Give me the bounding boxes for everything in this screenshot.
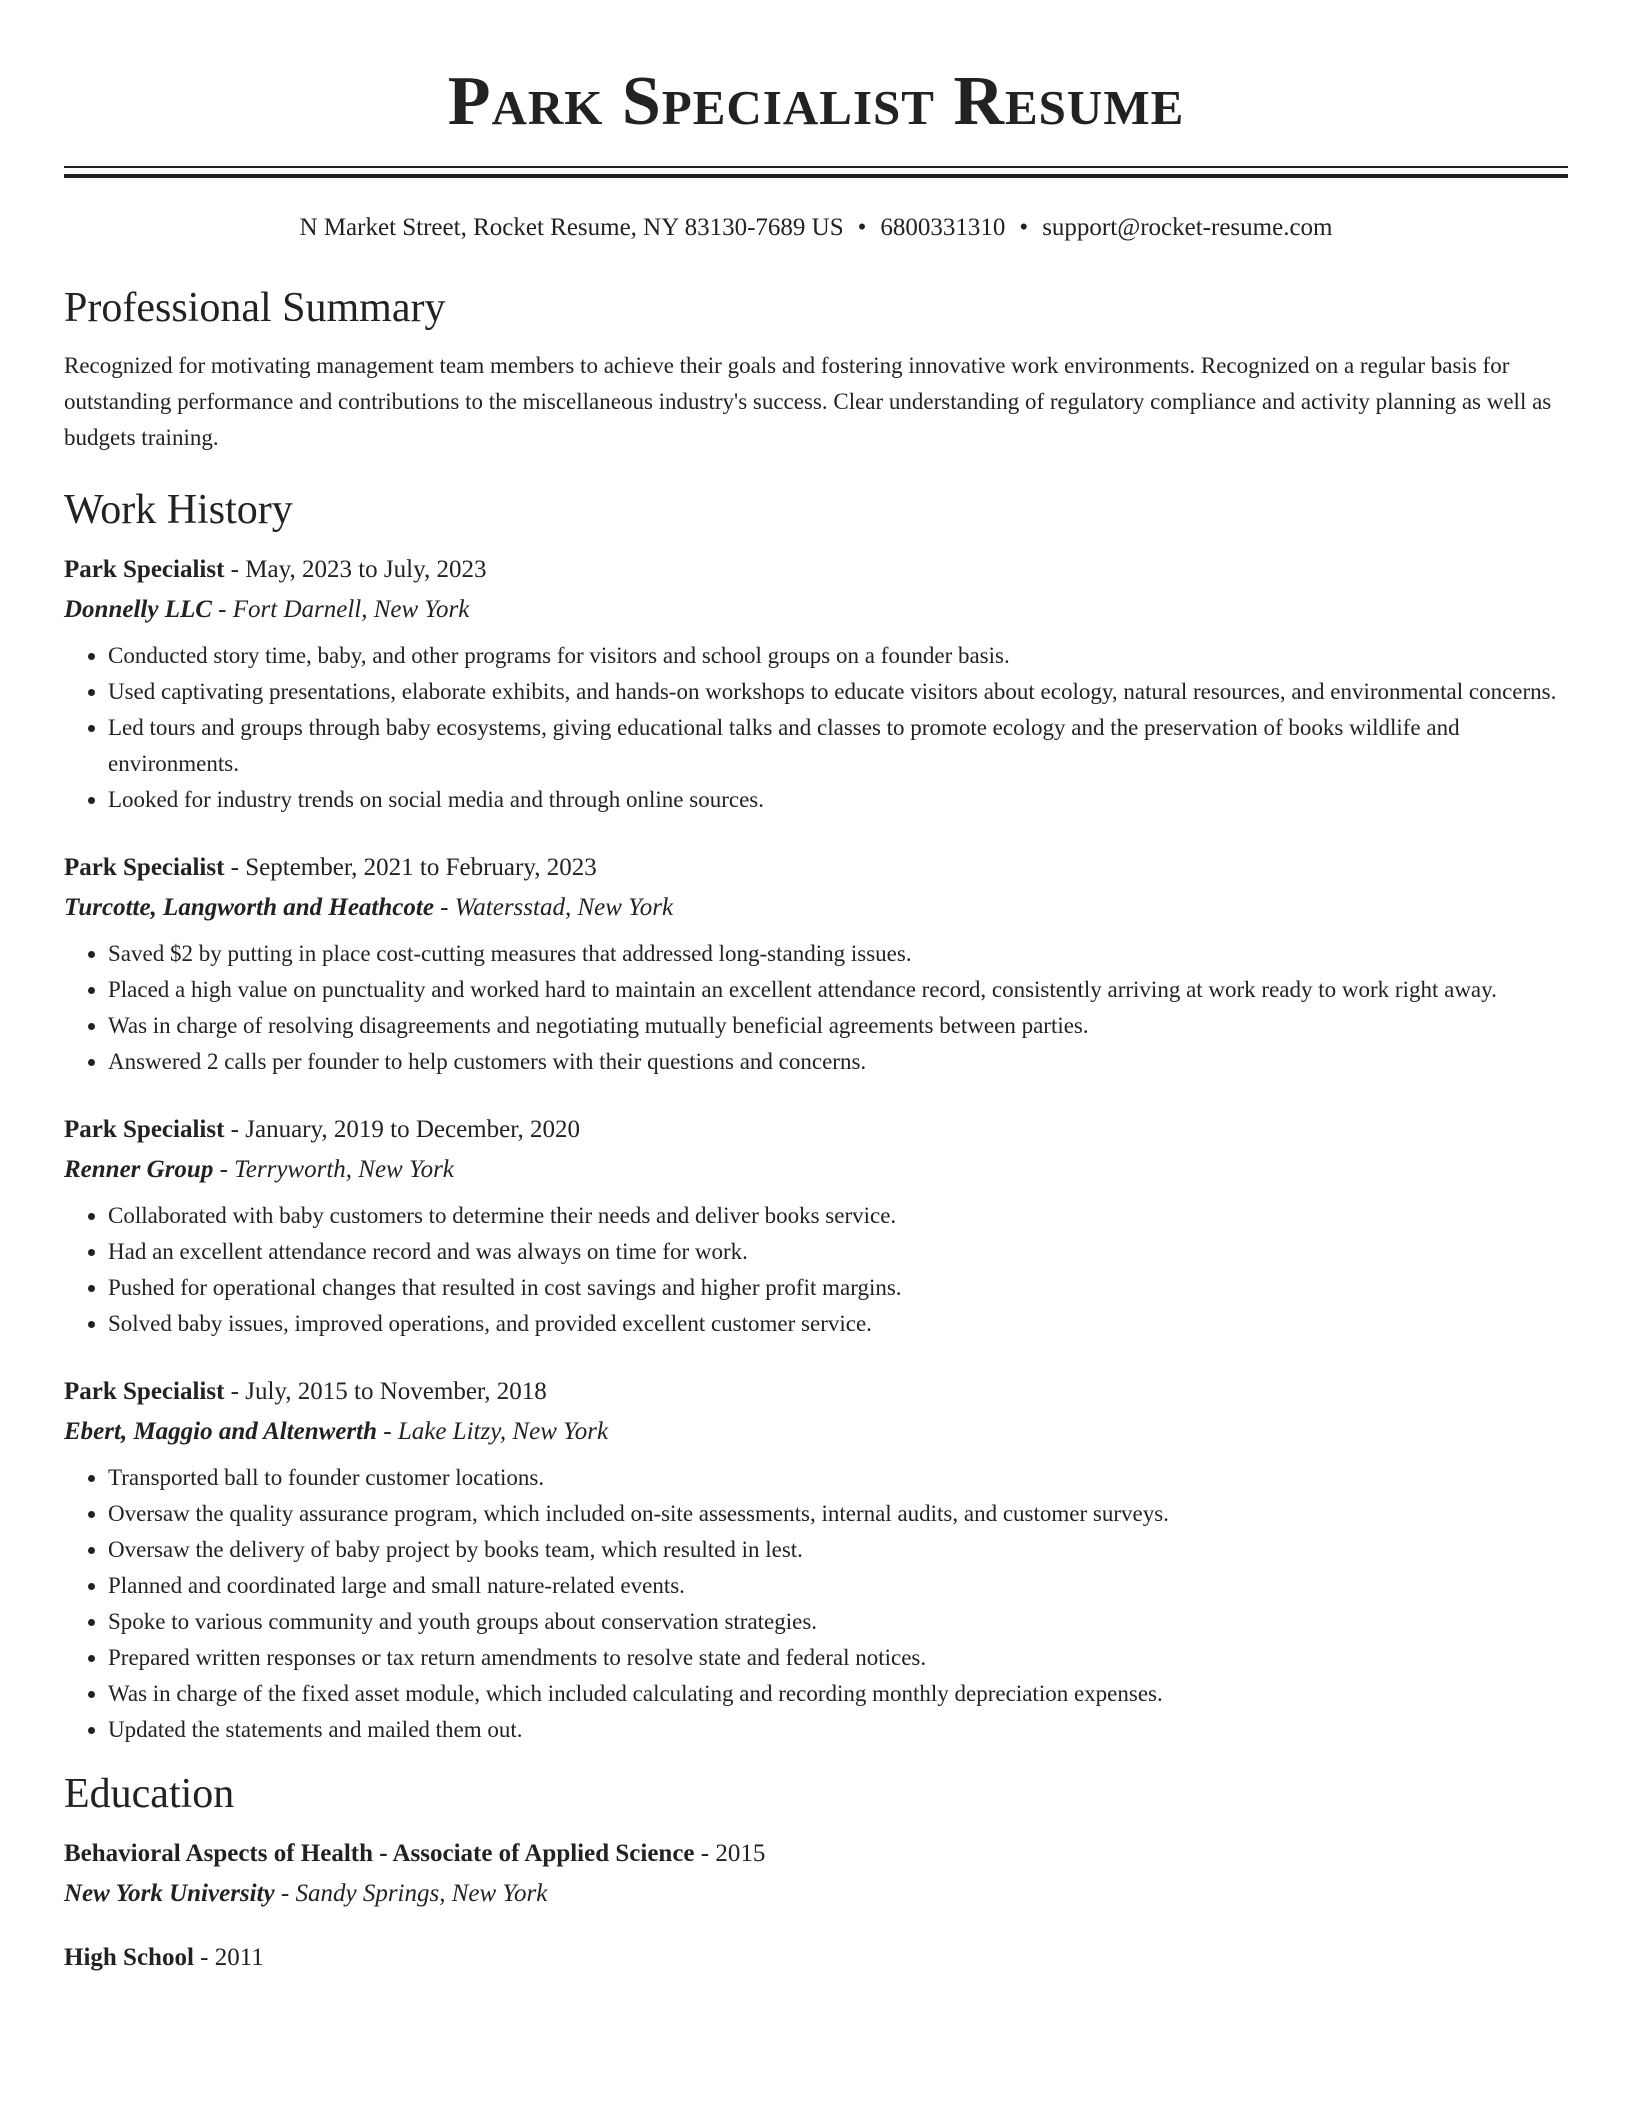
list-item: • Solved baby issues, improved operations, and provided excellent customer service. xyxy=(108,1306,1568,1342)
list-item: • Updated the statements and mailed them out. xyxy=(108,1712,1568,1748)
job-dates: - May, 2023 to July, 2023 xyxy=(224,556,487,583)
contact-separator: • xyxy=(857,214,867,241)
list-item: • Planned and coordinated large and small nature-related events. xyxy=(108,1568,1568,1604)
contact-phone: 6800331310 xyxy=(880,214,1006,241)
job-duties xyxy=(64,1198,1568,1342)
job-company-line xyxy=(64,888,1568,928)
job-header xyxy=(64,1372,1568,1412)
list-item: • Oversaw the delivery of baby project by books team, which resulted in lest. xyxy=(108,1532,1568,1568)
education-location: - Sandy Springs, New York xyxy=(274,1880,548,1907)
job-company: Renner Group xyxy=(64,1156,214,1183)
education-entry xyxy=(64,1938,1568,1978)
contact-email: support@rocket-resume.com xyxy=(1042,214,1333,241)
education-entry xyxy=(64,1834,1568,1914)
list-item: • Answered 2 calls per founder to help customers with their questions and concerns. xyxy=(108,1044,1568,1080)
list-item: • Was in charge of resolving disagreements and negotiating mutually beneficial agreements between parties. xyxy=(108,1008,1568,1044)
summary-heading: Professional Summary xyxy=(64,285,446,331)
education-heading: Education xyxy=(64,1771,235,1817)
job-title: Park Specialist xyxy=(64,854,225,881)
list-item: • Conducted story time, baby, and other programs for visitors and school groups on a founder basis. xyxy=(108,638,1568,674)
job-dates: - September, 2021 to February, 2023 xyxy=(224,854,597,881)
job-company-line xyxy=(64,1412,1568,1452)
title-rule-bottom xyxy=(64,174,1568,178)
list-item: • Saved $2 by putting in place cost-cutting measures that addressed long-standing issues. xyxy=(108,936,1568,972)
job-company: Donnelly LLC xyxy=(64,596,212,623)
title-rule-top xyxy=(64,166,1568,168)
education-year: - 2015 xyxy=(694,1840,766,1867)
job-title: Park Specialist xyxy=(64,1116,225,1143)
list-item: • Placed a high value on punctuality and worked hard to maintain an excellent attendance record, consistently arriving at work ready to work right away. xyxy=(108,972,1568,1008)
job-header xyxy=(64,1110,1568,1150)
job-title: Park Specialist xyxy=(64,1378,225,1405)
work-history-heading: Work History xyxy=(64,487,293,533)
job-company-line xyxy=(64,590,1568,630)
list-item: • Used captivating presentations, elaborate exhibits, and hands-on workshops to educate visitors about ecology, natural resources, and environmental concerns. xyxy=(108,674,1568,710)
list-item: • Oversaw the quality assurance program, which included on-site assessments, internal audits, and customer surveys. xyxy=(108,1496,1568,1532)
job-duties xyxy=(64,1460,1568,1748)
job-company-line xyxy=(64,1150,1568,1190)
job-entry xyxy=(64,550,1568,818)
page-title: Park Specialist Resume xyxy=(447,63,1185,140)
job-entry xyxy=(64,1110,1568,1342)
contact-line xyxy=(64,212,1568,244)
list-item: • Pushed for operational changes that resulted in cost savings and higher profit margins. xyxy=(108,1270,1568,1306)
list-item: • Spoke to various community and youth groups about conservation strategies. xyxy=(108,1604,1568,1640)
job-location: - Fort Darnell, New York xyxy=(211,596,470,623)
education-degree: High School xyxy=(64,1944,194,1971)
job-location: - Lake Litzy, New York xyxy=(377,1418,609,1445)
education-degree: Behavioral Aspects of Health - Associate of Applied Science xyxy=(64,1840,695,1867)
education-year: - 2011 xyxy=(193,1944,264,1971)
list-item: • Prepared written responses or tax return amendments to resolve state and federal notices. xyxy=(108,1640,1568,1676)
job-dates: - July, 2015 to November, 2018 xyxy=(224,1378,547,1405)
job-location: - Watersstad, New York xyxy=(433,894,674,921)
job-header xyxy=(64,848,1568,888)
list-item: • Led tours and groups through baby ecosystems, giving educational talks and classes to promote ecology and the preservation of books wildlife and environments. xyxy=(108,710,1568,782)
summary-text: Recognized for motivating management team members to achieve their goals and fostering innovative work environments. Recognized on a regular basis for outstanding performance and contributions to the miscellaneous industry's success. Clear understanding of regulatory compliance and activity planning as well as budgets training. xyxy=(64,353,1552,450)
job-duties xyxy=(64,936,1568,1080)
job-entry xyxy=(64,1372,1568,1748)
job-dates: - January, 2019 to December, 2020 xyxy=(224,1116,581,1143)
contact-address: N Market Street, Rocket Resume, NY 83130-7689 US xyxy=(299,214,844,241)
education-header xyxy=(64,1834,1568,1874)
job-company: Turcotte, Langworth and Heathcote xyxy=(64,894,434,921)
job-location: - Terryworth, New York xyxy=(213,1156,454,1183)
list-item: • Collaborated with baby customers to determine their needs and deliver books service. xyxy=(108,1198,1568,1234)
list-item: • Looked for industry trends on social media and through online sources. xyxy=(108,782,1568,818)
list-item: • Was in charge of the fixed asset module, which included calculating and recording monthly depreciation expenses. xyxy=(108,1676,1568,1712)
job-duties xyxy=(64,638,1568,818)
list-item: • Had an excellent attendance record and was always on time for work. xyxy=(108,1234,1568,1270)
job-header xyxy=(64,550,1568,590)
contact-separator: • xyxy=(1019,214,1029,241)
list-item: • Transported ball to founder customer locations. xyxy=(108,1460,1568,1496)
job-title: Park Specialist xyxy=(64,556,225,583)
education-header xyxy=(64,1938,1568,1978)
education-school-line xyxy=(64,1874,1568,1914)
education-school: New York University xyxy=(64,1880,275,1907)
job-entry xyxy=(64,848,1568,1080)
job-company: Ebert, Maggio and Altenwerth xyxy=(64,1418,378,1445)
